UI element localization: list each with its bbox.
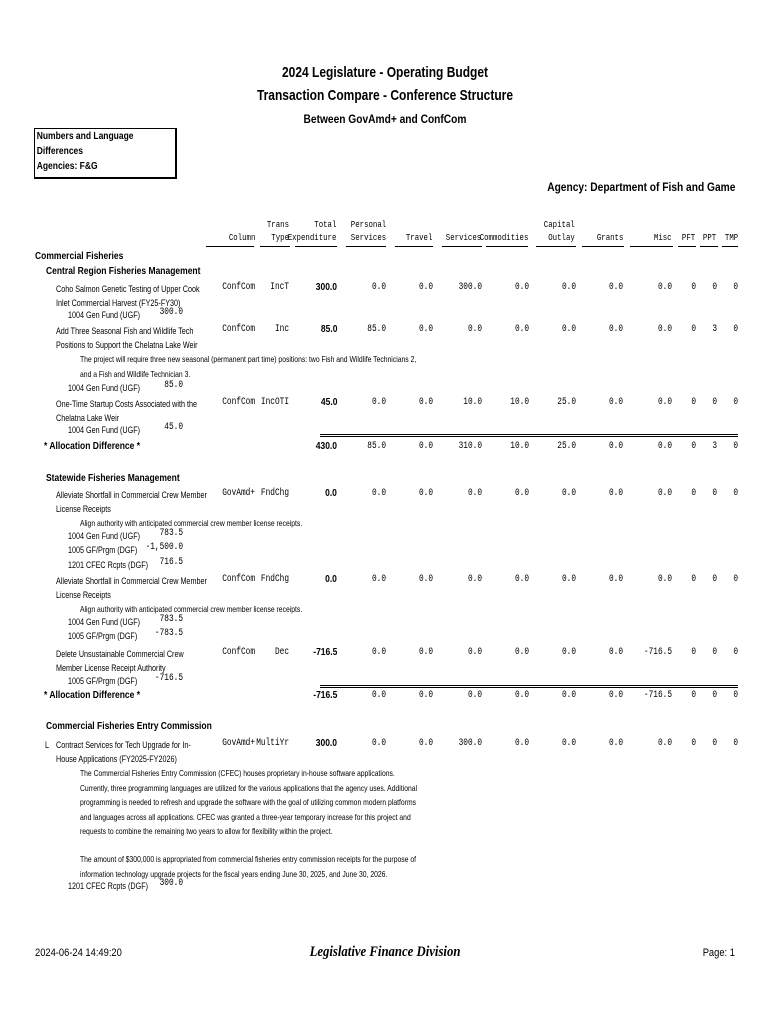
page-number: Page: 1 <box>702 947 735 959</box>
row-value: 0 <box>733 324 738 335</box>
row-value: 0.0 <box>608 488 623 499</box>
col-header-misc: Misc <box>654 233 672 243</box>
row-value: 0.0 <box>608 647 623 658</box>
report-title-line1: 2024 Legislature - Operating Budget <box>281 64 489 81</box>
col-header-column: Column <box>228 233 255 243</box>
row-value: 0.0 <box>608 324 623 335</box>
fund-amount: 45.0 <box>164 422 183 433</box>
row-column: ConfCom <box>222 574 255 585</box>
row-value: 45.0 <box>320 397 337 408</box>
row-note: Align authority with anticipated commercial crew member license receipts. <box>80 604 303 614</box>
row-column: ConfCom <box>222 647 255 658</box>
row-value: 0 <box>691 647 696 658</box>
allocation-value: 0 <box>712 690 717 701</box>
row-column: ConfCom <box>222 282 255 293</box>
fund-source: 1005 GF/Prgm (DGF) <box>68 676 138 686</box>
row-value: 0.0 <box>561 738 576 749</box>
allocation-difference-label: * Allocation Difference * <box>44 690 141 701</box>
row-value: 0.0 <box>657 738 672 749</box>
row-column: GovAmd+ <box>222 488 255 499</box>
col-header-total-expenditure: Total Expenditure <box>287 220 336 243</box>
row-value: 0 <box>712 282 717 293</box>
row-trans-type: IncOTI <box>260 397 289 408</box>
row-value: 25.0 <box>557 397 576 408</box>
fund-source: 1004 Gen Fund (UGF) <box>68 531 141 541</box>
row-value: 0.0 <box>467 324 482 335</box>
row-value: 0.0 <box>514 324 529 335</box>
row-language-flag: L <box>45 740 50 750</box>
row-value: 0 <box>691 397 696 408</box>
row-value: 0.0 <box>657 324 672 335</box>
allocation-value: -716.5 <box>643 690 672 701</box>
row-value: 0.0 <box>657 282 672 293</box>
row-value: 300.0 <box>315 282 337 293</box>
row-column: GovAmd+ <box>222 738 255 749</box>
row-value: 0 <box>712 488 717 499</box>
allocation-value: 0 <box>733 690 738 701</box>
row-description: Delete Unsustainable Commercial Crew <box>56 649 184 659</box>
row-note: requests to combine the remaining two years to allow for flexibility within the project. <box>80 826 333 836</box>
row-value: 0 <box>691 738 696 749</box>
section-heading: Central Region Fisheries Management <box>46 266 201 277</box>
col-header-services: Services <box>445 233 481 243</box>
row-value: 0.0 <box>657 488 672 499</box>
row-value: 0.0 <box>325 574 337 585</box>
row-value: 0.0 <box>418 574 433 585</box>
row-value: 300.0 <box>458 738 482 749</box>
row-value: 0.0 <box>371 647 386 658</box>
row-value: 0.0 <box>467 488 482 499</box>
row-value: 0.0 <box>561 488 576 499</box>
fund-amount: 783.5 <box>159 614 183 625</box>
allocation-value: -716.5 <box>312 690 337 701</box>
row-value: 0 <box>691 574 696 585</box>
allocation-value: 0.0 <box>514 690 529 701</box>
allocation-value: 0.0 <box>418 441 433 452</box>
row-description-cont: House Applications (FY2025-FY2026) <box>56 754 177 764</box>
row-value: 0.0 <box>418 282 433 293</box>
row-value: 0.0 <box>418 738 433 749</box>
allocation-value: 0.0 <box>657 441 672 452</box>
fund-source: 1004 Gen Fund (UGF) <box>68 425 141 435</box>
filter-info-box <box>34 128 177 179</box>
row-value: 0 <box>733 488 738 499</box>
row-trans-type: FndChg <box>260 488 289 499</box>
row-value: 0.0 <box>657 397 672 408</box>
row-value: 0 <box>733 282 738 293</box>
row-value: 0.0 <box>561 324 576 335</box>
row-value: 0.0 <box>325 488 337 499</box>
allocation-value: 85.0 <box>367 441 386 452</box>
row-description: Coho Salmon Genetic Testing of Upper Cook <box>56 284 200 294</box>
sum-rule <box>320 685 738 688</box>
row-note: Align authority with anticipated commercial crew member license receipts. <box>80 518 303 528</box>
allocation-value: 0.0 <box>561 690 576 701</box>
row-note: The amount of $300,000 is appropriated from commercial fisheries entry commission receipts for the purpose of <box>80 854 417 864</box>
row-value: 0 <box>712 647 717 658</box>
fund-amount: 300.0 <box>159 878 183 889</box>
row-description: Alleviate Shortfall in Commercial Crew Member <box>56 576 207 586</box>
fund-amount: 85.0 <box>164 380 183 391</box>
group-heading: Commercial Fisheries <box>35 251 124 262</box>
row-value: 0 <box>733 574 738 585</box>
col-header-travel: Travel <box>405 233 432 243</box>
col-header-personal-services: Personal Services <box>350 220 386 243</box>
row-value: 10.0 <box>463 397 482 408</box>
allocation-value: 0.0 <box>467 690 482 701</box>
row-value: 0.0 <box>467 647 482 658</box>
report-subtitle: Between GovAmd+ and ConfCom <box>303 112 467 126</box>
row-value: 0.0 <box>514 738 529 749</box>
row-value: 0.0 <box>371 488 386 499</box>
row-note: The Commercial Fisheries Entry Commission (CFEC) houses proprietary in-house software applications. <box>80 768 395 778</box>
info-line-1: Numbers and Language <box>36 131 134 142</box>
allocation-value: 10.0 <box>510 441 529 452</box>
allocation-value: 0.0 <box>608 690 623 701</box>
report-title-line2: Transaction Compare - Conference Structure <box>256 87 514 104</box>
row-value: -716.5 <box>312 647 337 658</box>
fund-amount: 300.0 <box>159 307 183 318</box>
row-value: 3 <box>712 324 717 335</box>
row-value: 0 <box>712 397 717 408</box>
row-trans-type: Dec <box>274 647 289 658</box>
allocation-value: 0 <box>733 441 738 452</box>
fund-amount: 783.5 <box>159 528 183 539</box>
allocation-value: 0 <box>691 441 696 452</box>
col-header-trans-type: Trans Type <box>266 220 289 243</box>
row-value: 0.0 <box>608 574 623 585</box>
fund-source: 1005 GF/Prgm (DGF) <box>68 545 138 555</box>
fund-source: 1201 CFEC Rcpts (DGF) <box>68 560 149 570</box>
row-trans-type: Inc <box>274 324 289 335</box>
row-value: 0.0 <box>371 738 386 749</box>
row-description-cont: License Receipts <box>56 590 111 600</box>
row-note: and languages across all applications. CFEC was granted a three-year temporary increase for this project and <box>80 811 411 822</box>
row-value: 0 <box>691 488 696 499</box>
allocation-value: 310.0 <box>458 441 482 452</box>
allocation-value: 0.0 <box>371 690 386 701</box>
row-value: 0.0 <box>561 282 576 293</box>
row-value: 0.0 <box>467 574 482 585</box>
division-logo-text: Legislative Finance Division <box>309 944 461 960</box>
row-value: 300.0 <box>315 738 337 749</box>
row-value: 0 <box>712 738 717 749</box>
row-value: 0 <box>691 282 696 293</box>
allocation-value: 3 <box>712 441 717 452</box>
row-description: Add Three Seasonal Fish and Wildlife Tech <box>56 326 194 336</box>
row-value: 0.0 <box>371 282 386 293</box>
row-column: ConfCom <box>222 397 255 408</box>
row-note: The project will require three new seasonal (permanent part time) positions: two Fish and Wildlife Technicians 2, <box>80 354 417 364</box>
row-trans-type: MultiYr <box>256 738 289 749</box>
section-heading: Statewide Fisheries Management <box>46 473 180 484</box>
row-description-cont: Positions to Support the Chelatna Lake Weir <box>56 340 198 350</box>
report-timestamp: 2024-06-24 14:49:20 <box>35 947 122 959</box>
row-value: 0.0 <box>514 488 529 499</box>
row-description: One-Time Startup Costs Associated with the <box>56 399 197 409</box>
fund-amount: -1,500.0 <box>145 542 183 553</box>
info-line-3: Agencies: F&G <box>36 161 98 172</box>
fund-source: 1004 Gen Fund (UGF) <box>68 310 141 320</box>
row-value: 0 <box>691 324 696 335</box>
row-description-cont: Member License Receipt Authority <box>56 663 166 673</box>
fund-amount: -783.5 <box>154 628 183 639</box>
allocation-value: 0.0 <box>418 690 433 701</box>
fund-source: 1004 Gen Fund (UGF) <box>68 617 141 627</box>
col-header-tmp: TMP <box>724 233 738 243</box>
col-header-commodities: Commodities <box>479 233 528 243</box>
row-value: 0.0 <box>371 397 386 408</box>
col-header-ppt: PPT <box>702 233 716 243</box>
row-value: 0.0 <box>418 647 433 658</box>
agency-name: Agency: Department of Fish and Game <box>546 180 735 194</box>
row-description: Contract Services for Tech Upgrade for In- <box>56 740 191 750</box>
row-value: 0.0 <box>418 324 433 335</box>
col-header-pft: PFT <box>681 233 695 243</box>
row-value: 0 <box>733 647 738 658</box>
row-value: 0.0 <box>561 574 576 585</box>
row-value: 0.0 <box>608 397 623 408</box>
row-value: 0 <box>712 574 717 585</box>
row-value: 0.0 <box>514 282 529 293</box>
col-header-grants: Grants <box>596 233 623 243</box>
fund-amount: 716.5 <box>159 557 183 568</box>
fund-amount: -716.5 <box>154 673 183 684</box>
allocation-value: 0 <box>691 690 696 701</box>
allocation-value: 25.0 <box>557 441 576 452</box>
row-value: -716.5 <box>643 647 672 658</box>
row-value: 0.0 <box>657 574 672 585</box>
row-value: 0.0 <box>608 282 623 293</box>
row-value: 0.0 <box>514 574 529 585</box>
sum-rule <box>320 434 738 437</box>
allocation-value: 0.0 <box>608 441 623 452</box>
row-description: Alleviate Shortfall in Commercial Crew Member <box>56 490 207 500</box>
row-description-cont: License Receipts <box>56 504 111 514</box>
row-value: 10.0 <box>510 397 529 408</box>
fund-source: 1004 Gen Fund (UGF) <box>68 383 141 393</box>
row-description-cont: Chelatna Lake Weir <box>56 413 120 423</box>
row-value: 0.0 <box>608 738 623 749</box>
info-line-2: Differences <box>36 146 83 157</box>
row-note: programming is needed to refresh and upgrade the software with the goal of utilizing common modern platforms <box>80 797 417 807</box>
col-header-capital-outlay: Capital Outlay <box>543 220 575 243</box>
row-value: 0.0 <box>418 397 433 408</box>
row-note: information technology upgrade projects for the fiscal years ending June 30, 2025, and June 30, 2026. <box>80 868 388 879</box>
fund-source: 1005 GF/Prgm (DGF) <box>68 631 138 641</box>
row-trans-type: IncT <box>270 282 289 293</box>
row-value: 85.0 <box>320 324 337 335</box>
section-heading: Commercial Fisheries Entry Commission <box>46 721 212 732</box>
row-value: 0 <box>733 738 738 749</box>
row-trans-type: FndChg <box>260 574 289 585</box>
row-value: 0.0 <box>561 647 576 658</box>
row-note: Currently, three programming languages are utilized for the various applications that the agency uses. Additional <box>80 782 418 793</box>
row-value: 0.0 <box>514 647 529 658</box>
row-value: 300.0 <box>458 282 482 293</box>
row-column: ConfCom <box>222 324 255 335</box>
row-description-cont: Inlet Commercial Harvest (FY25-FY30) <box>56 298 181 308</box>
row-value: 85.0 <box>367 324 386 335</box>
row-value: 0.0 <box>371 574 386 585</box>
row-value: 0 <box>733 397 738 408</box>
row-value: 0.0 <box>418 488 433 499</box>
row-note: and a Fish and Wildlife Technician 3. <box>80 368 191 379</box>
fund-source: 1201 CFEC Rcpts (DGF) <box>68 881 149 891</box>
allocation-value: 430.0 <box>315 441 337 452</box>
allocation-difference-label: * Allocation Difference * <box>44 441 141 452</box>
